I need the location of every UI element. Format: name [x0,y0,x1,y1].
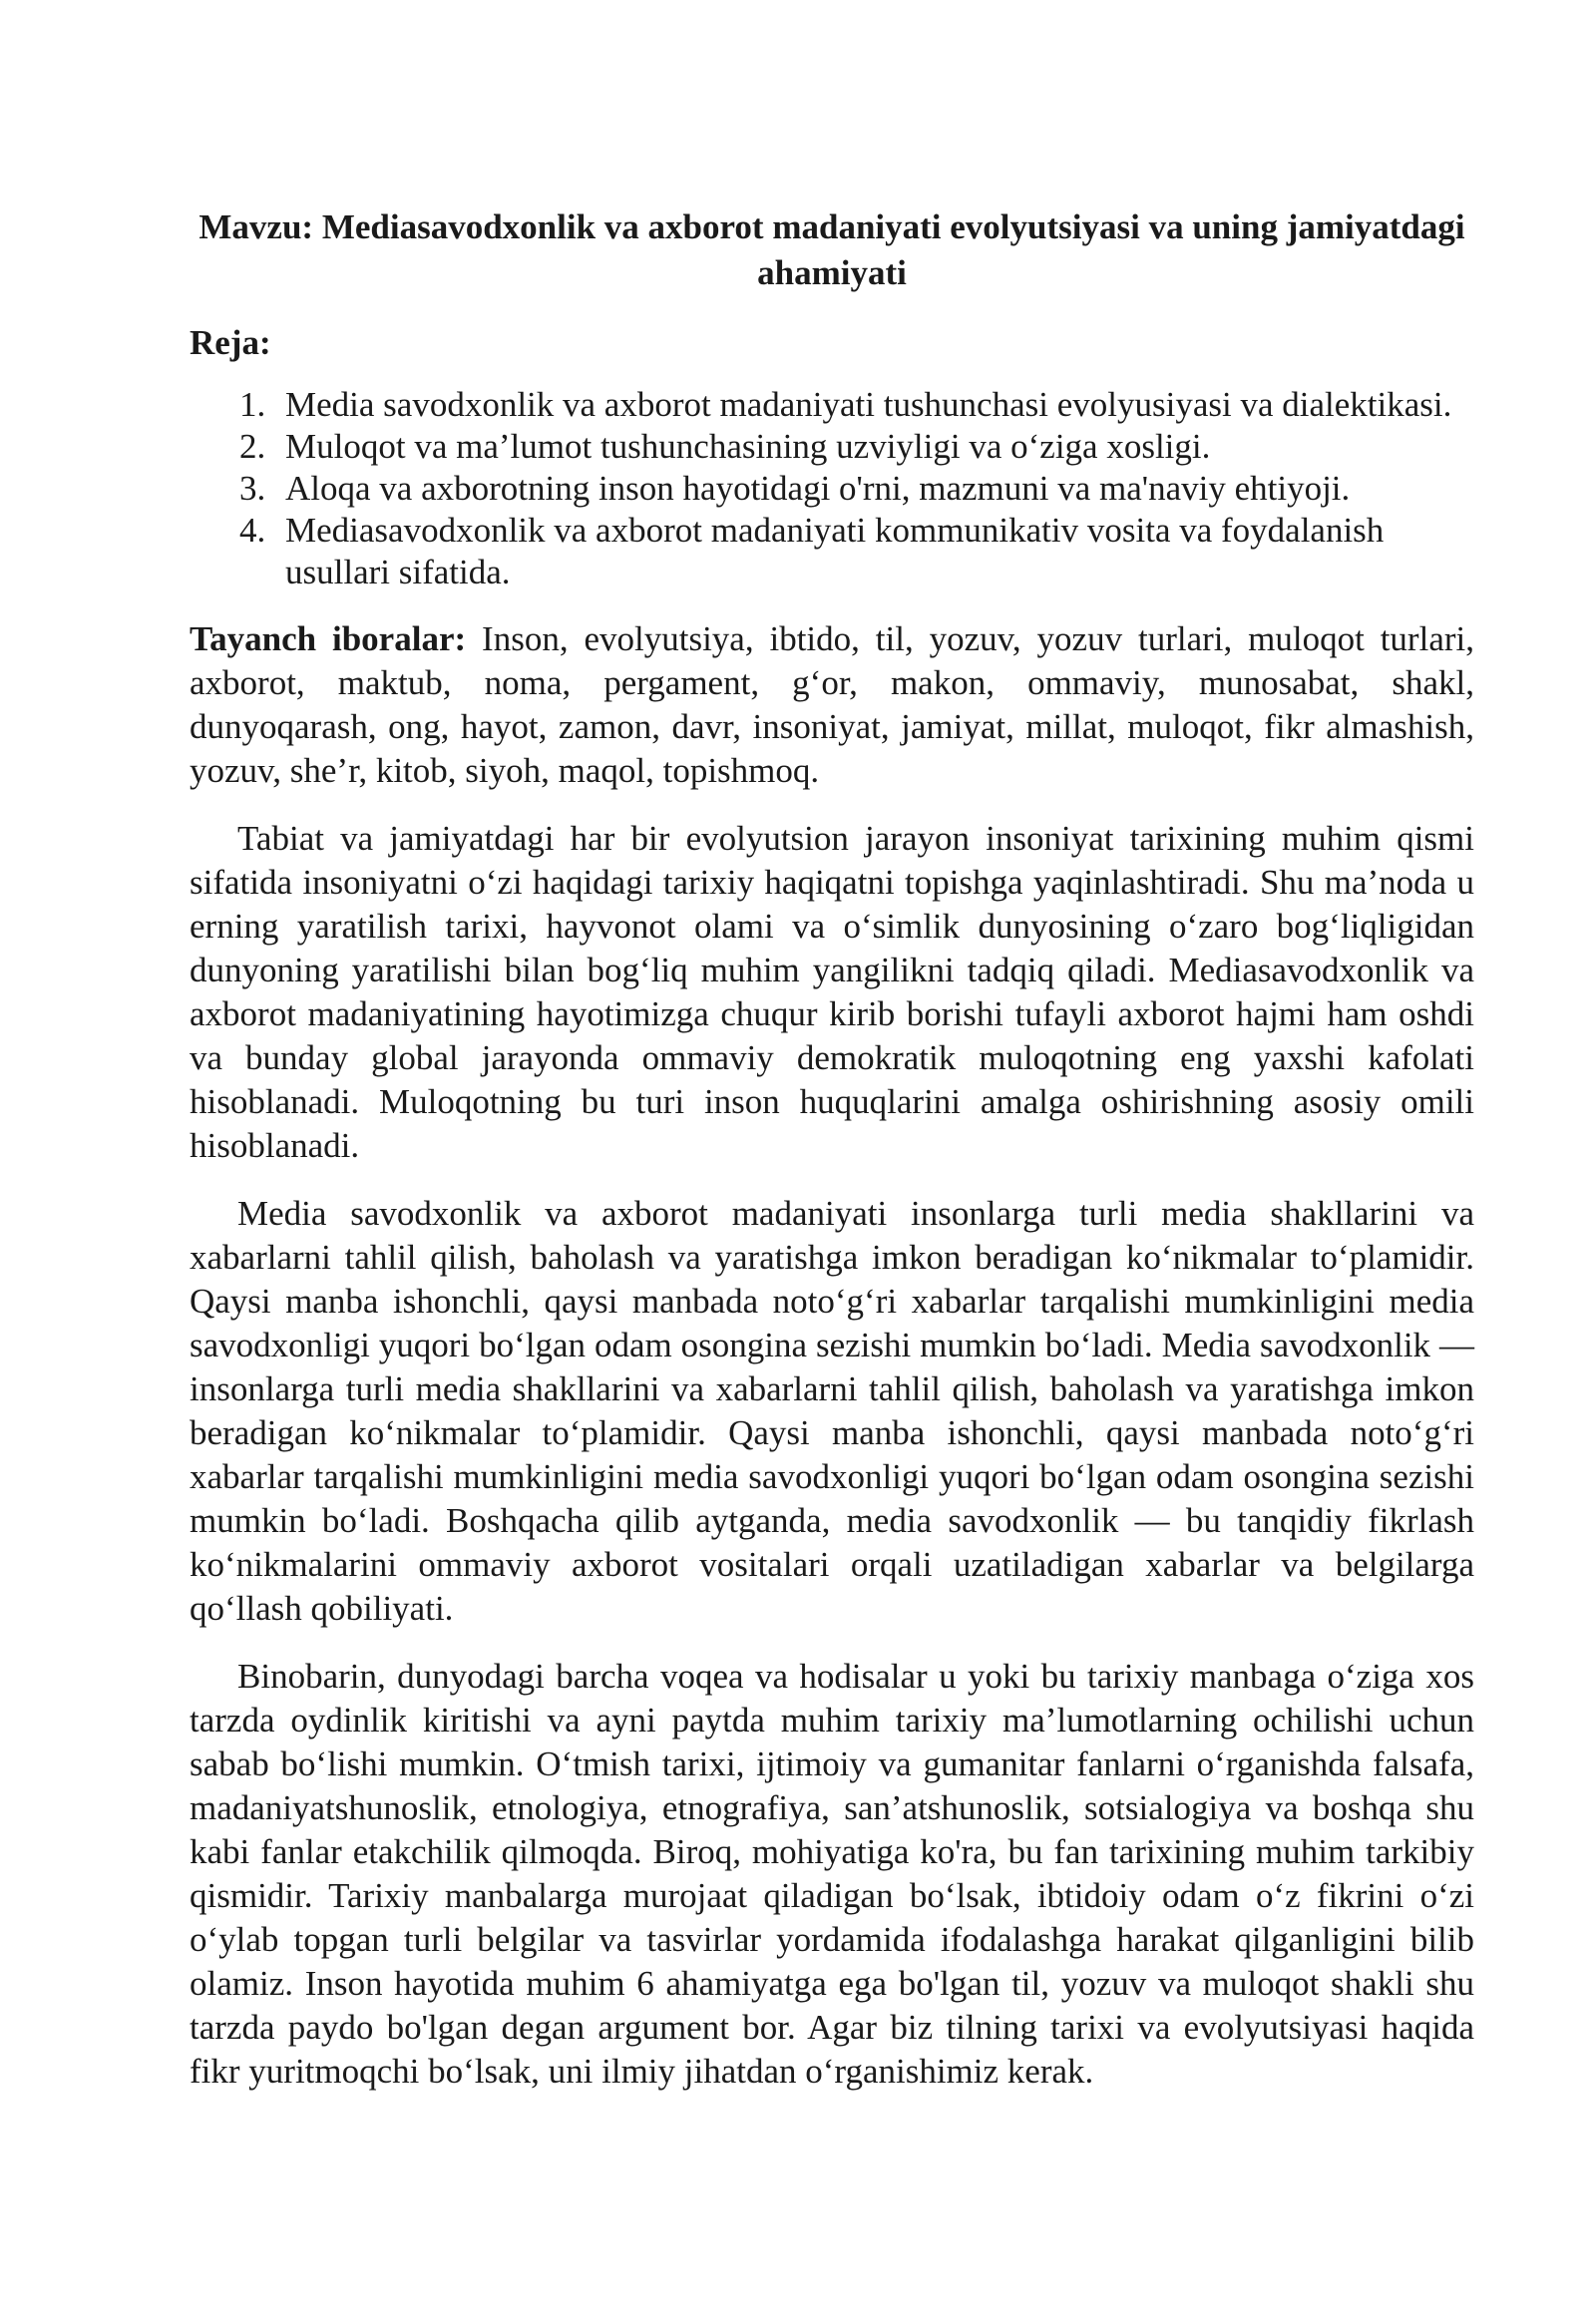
document-page [190,204,1474,2094]
plan-item-text: Muloqot va ma’lumot tushunchasining uzviyligi va o‘ziga xosligi. [285,427,1211,466]
plan-item [190,510,1474,593]
plan-item [190,384,1474,426]
body-paragraph: Tabiat va jamiyatdagi har bir evolyutsion jarayon insoniyat tarixining muhim qismi sifatida insoniyatni o‘zi haqidagi tarixiy haqiqatni topishga yaqinlashtiradi. Shu ma’noda u erning yaratilish tarixi, hayvonot olami va o‘simlik dunyosining o‘zaro bog‘liqligidan dunyoning yaratilishi bilan bog‘liq muhim yangilikni tadqiq qiladi. Mediasavodxonlik va axborot madaniyatining hayotimizga chuqur kirib borishi tufayli axborot hajmi ham oshdi va bunday global jarayonda ommaviy demokratik muloqotning eng yaxshi kafolati hisoblanadi. Muloqotning bu turi inson huquqlarini amalga oshirishning asosiy omili hisoblanadi. [190,819,1474,1165]
plan-item-number: 1. [239,385,266,424]
keywords-paragraph [190,617,1474,793]
plan-item-text: Media savodxonlik va axborot madaniyati tushunchasi evolyusiyasi va dialektikasi. [285,385,1452,424]
document-title: Mavzu: Mediasavodxonlik va axborot madaniyati evolyutsiyasi va uning jamiyatdagi ahamiyati [199,207,1465,292]
body-paragraph: Binobarin, dunyodagi barcha voqea va hodisalar u yoki bu tarixiy manbaga o‘ziga xos tarzda oydinlik kiritishi va ayni paytda muhim tarixiy ma’lumotlarning ochilishi uchun sabab bo‘lishi mumkin. O‘tmish tarixi, ijtimoiy va gumanitar fanlarni o‘rganishda falsafa, madaniyatshunoslik, etnologiya, etnografiya, san’atshunoslik, sotsialogiya va boshqa shu kabi fanlar etakchilik qilmoqda. Biroq, mohiyatiga ko'ra, bu fan tarixining muhim tarkibiy qismidir. Tarixiy manbalarga murojaat qiladigan bo‘lsak, ibtidoiy odam o‘z fikrini o‘zi o‘ylab topgan turli belgilar va tasvirlar yordamida ifodalashga harakat qilganligini bilib olamiz. Inson hayotida muhim 6 ahamiyatga ega bo'lgan til, yozuv va muloqot shakli shu tarzda paydo bo'lgan degan argument bor. Agar biz tilning tarixi va evolyutsiyasi haqida fikr yuritmoqchi bo‘lsak, uni ilmiy jihatdan o‘rganishimiz kerak. [190,1657,1474,2091]
plan-list [190,384,1474,593]
keywords-label: Tayanch iboralar: [190,619,467,658]
plan-item [190,468,1474,510]
plan-item-number: 3. [239,469,266,508]
plan-heading: Reja: [190,323,271,362]
plan-item-number: 4. [239,511,266,550]
body-paragraph: Media savodxonlik va axborot madaniyati insonlarga turli media shakllarini va xabarlarni tahlil qilish, baholash va yaratishga imkon beradigan ko‘nikmalar to‘plamidir. Qaysi manba ishonchli, qaysi manbada noto‘g‘ri xabarlar tarqalishi mumkinligini media savodxonligi yuqori bo‘lgan odam osongina sezishi mumkin bo‘ladi. Media savodxonlik — insonlarga turli media shakllarini va xabarlarni tahlil qilish, baholash va yaratishga imkon beradigan ko‘nikmalar to‘plamidir. Qaysi manba ishonchli, qaysi manbada noto‘g‘ri xabarlar tarqalishi mumkinligini media savodxonligi yuqori bo‘lgan odam osongina sezishi mumkin bo‘ladi. Boshqacha qilib aytganda, media savodxonlik — bu tanqidiy fikrlash ko‘nikmalarini ommaviy axborot vositalari orqali uzatiladigan xabarlar va belgilarga qo‘llash qobiliyati. [190,1194,1474,1628]
keywords-text: Inson, evolyutsiya, ibtido, til, yozuv, yozuv turlari, muloqot turlari, axborot, maktub, noma, pergament, g‘or, makon, ommaviy, munosabat, shakl, dunyoqarash, ong, hayot, zamon, davr, insoniyat, jamiyat, millat, muloqot, fikr almashish, yozuv, she’r, kitob, siyoh, maqol, topishmoq. [190,619,1474,790]
plan-item-text: Mediasavodxonlik va axborot madaniyati kommunikativ vosita va foydalanish usullari sifatida. [285,511,1385,591]
plan-item-number: 2. [239,427,266,466]
plan-item-text: Aloqa va axborotning inson hayotidagi o'rni, mazmuni va ma'naviy ehtiyoji. [285,469,1351,508]
plan-item [190,426,1474,468]
